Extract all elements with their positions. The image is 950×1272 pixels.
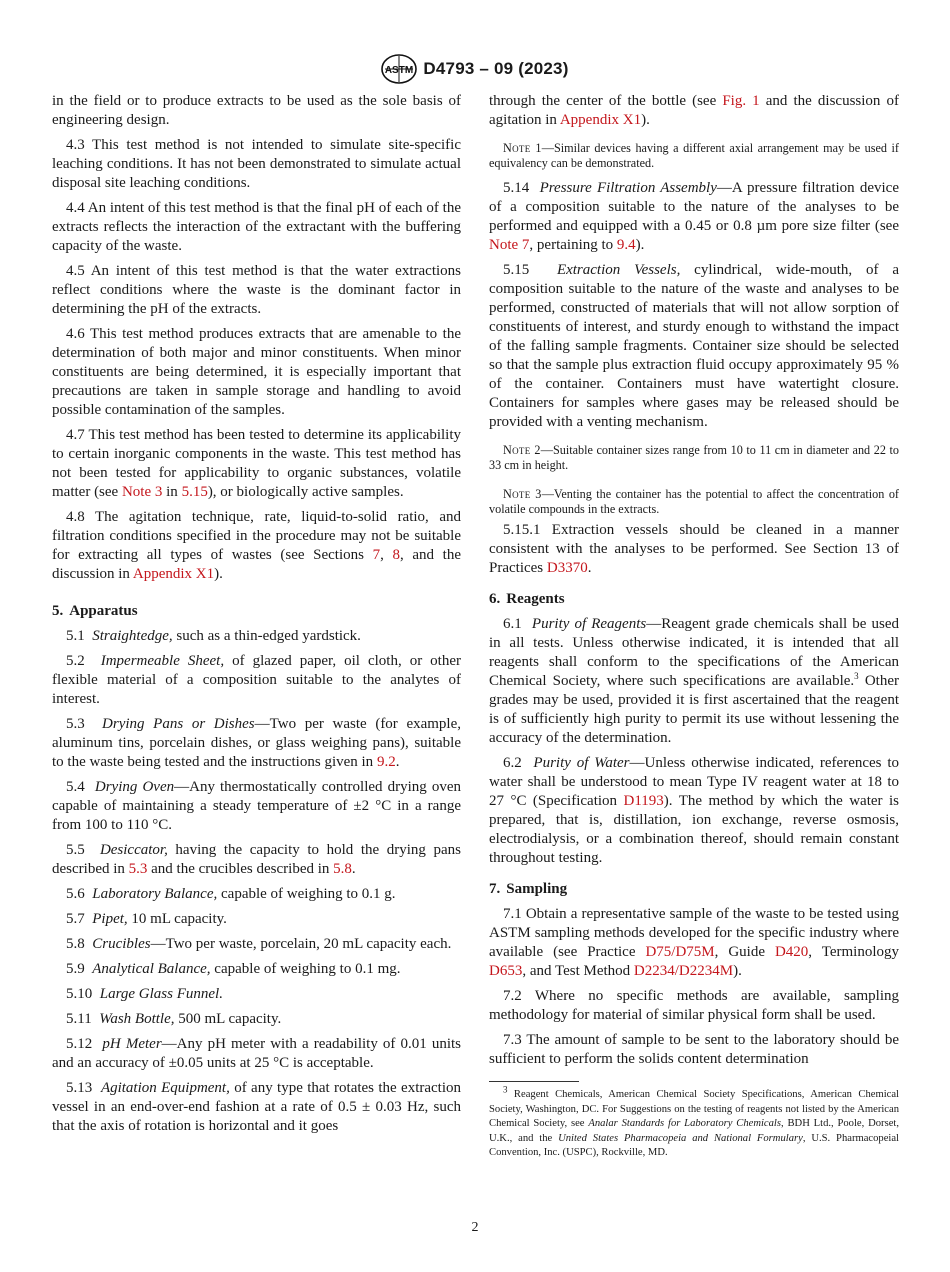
paragraph-4-5: 4.5 An intent of this test method is that the water extractions reflect conditions where the waste is the dominant factor in determining the pH of the extracts. — [52, 263, 461, 317]
note-3: Note 3—Venting the container has the potential to affect the concentration of volatile compounds in the extracts. — [489, 487, 899, 516]
footnote-divider — [489, 1081, 579, 1082]
paragraph-5-10: 5.10 Large Glass Funnel. — [66, 986, 223, 1002]
paragraph-6-1: 6.1 Purity of Reagents—Reagent grade chemicals shall be used in all tests. Unless otherwise indicated, it is intended that all reagents shall conform to the specifications of the American Chemical Society, where such specifications are available.$^3$ Other grades may be used, provided it is first ascertained that the reagent is of sufficiently high purity to permit its use without lessening the accuracy of the determination. — [489, 616, 899, 746]
link-d1193[interactable]: D1193 — [623, 793, 664, 809]
paragraph-7-1: 7.1 Obtain a representative sample of the waste to be tested using ASTM sampling methods developed for the specific industry where available (see Practice D75/D75M, Guide D420, Terminology D653, and Test Method D2234/D2234M). — [489, 906, 899, 979]
link-5-3[interactable]: 5.3 — [128, 861, 148, 877]
paragraph-5-12: 5.12 pH Meter—Any pH meter with a readability of 0.01 units and an accuracy of ±0.05 units at 25 °C is acceptable. — [52, 1036, 461, 1071]
link-d2234[interactable]: D2234/D2234M — [633, 963, 734, 979]
paragraph-5-1: 5.1 Straightedge, such as a thin-edged yardstick. — [66, 628, 361, 644]
paragraph-4-3: 4.3 This test method is not intended to simulate site-specific leaching conditions. It has not been demonstrated to simulate actual disposal site leaching conditions. — [52, 137, 461, 191]
link-fig-1[interactable]: Fig. 1 — [722, 93, 760, 109]
right-column — [489, 92, 899, 1161]
link-5-15[interactable]: 5.15 — [181, 484, 208, 500]
paragraph-5-9: 5.9 Analytical Balance, capable of weighing to 0.1 mg. — [66, 961, 401, 977]
paragraph-6-2: 6.2 Purity of Water—Unless otherwise indicated, references to water shall be understood to mean Type IV reagent water at 18 to 27 °C (Specification D1193). The method by which the water is prepared, that is, distillation, ion exchange, reverse osmosis, electrodialysis, or a combination thereof, should remain constant throughout testing. — [489, 755, 900, 866]
paragraph-5-4: 5.4 Drying Oven—Any thermostatically controlled drying oven capable of maintaining a steady temperature of ±2 °C in a range from 100 to 110 °C. — [52, 779, 461, 833]
paragraph-4-4: 4.4 An intent of this test method is that the final pH of each of the extracts reflects the interaction of the extractant with the buffering capacity of the waste. — [52, 200, 461, 254]
section-heading-reagents: 6. Reagents — [489, 591, 565, 607]
paragraph-5-11: 5.11 Wash Bottle, 500 mL capacity. — [66, 1011, 282, 1027]
link-appendix-x1-right[interactable]: Appendix X1 — [559, 112, 642, 128]
link-d75[interactable]: D75/D75M — [645, 944, 715, 960]
link-9-4[interactable]: 9.4 — [616, 237, 636, 253]
footnote-ref-3[interactable]: 3 — [854, 671, 859, 681]
paragraph-5-5: 5.5 Desiccator, having the capacity to hold the drying pans described in 5.3 and the crucibles described in 5.8. — [52, 842, 462, 877]
note-2: Note 2—Suitable container sizes range from 10 to 11 cm in diameter and 22 to 33 cm in height. — [489, 443, 899, 472]
page-number: 2 — [471, 1220, 479, 1235]
paragraph-5-3: 5.3 Drying Pans or Dishes—Two per waste (for example, aluminum tins, porcelain dishes, or glass weighing pans), suitable to the waste being tested and the instructions given in 9.2. — [52, 716, 462, 770]
paragraph-4-7: 4.7 This test method has been tested to determine its applicability to certain inorganic components in the waste. This test method has not been tested for applicability to organic substances, volatile matter (see Note 3 in 5.15), or biologically active samples. — [52, 427, 461, 500]
paragraph-continued-right: through the center of the bottle (see Fig. 1 and the discussion of agitation in Appendix X1). — [489, 93, 899, 128]
link-d3370[interactable]: D3370 — [546, 560, 588, 576]
paragraph-7-3: 7.3 The amount of sample to be sent to the laboratory should be sufficient to perform the solids content determination — [489, 1032, 899, 1067]
section-heading-sampling: 7. Sampling — [489, 881, 568, 897]
astm-logo-icon — [381, 54, 417, 84]
paragraph-5-14: 5.14 Pressure Filtration Assembly—A pressure filtration device of a composition suitable to the nature of the analyses to be performed and equipped with a 0.45 or 0.8 µm pore size filter (see Note 7, pertaining to 9.4). — [489, 180, 899, 253]
page-header — [0, 54, 950, 84]
svg-text:ASTM: ASTM — [385, 65, 414, 76]
link-section-7[interactable]: 7 — [372, 547, 381, 563]
link-d420[interactable]: D420 — [774, 944, 809, 960]
link-5-8[interactable]: 5.8 — [333, 861, 352, 877]
paragraph-4-8: 4.8 The agitation technique, rate, liquid-to-solid ratio, and filtration conditions specified in the procedure may not be suitable for extracting all types of wastes (see Sections 7, 8, and the discussion in Appendix X1). — [52, 509, 462, 582]
link-note-7[interactable]: Note 7 — [489, 237, 530, 253]
document-designation: D4793 – 09 (2023) — [423, 59, 569, 78]
footnote-3: $^3$ Reagent Chemicals, American Chemical Society Specifications, American Chemical Society, Washington, DC. For Suggestions on the testing of reagents not listed by the American Chemical Society, see Analar Standards for Laboratory Chemicals, BDH Ltd., Poole, Dorset, U.K., and the United States Pharmacopeia and National Formulary, U.S. Pharmacopeial Convention, Inc. (USPC), Rockville, MD. — [489, 1084, 899, 1158]
paragraph-5-8: 5.8 Crucibles—Two per waste, porcelain, 20 mL capacity each. — [66, 936, 452, 952]
paragraph-5-6: 5.6 Laboratory Balance, capable of weighing to 0.1 g. — [66, 886, 396, 902]
left-column — [52, 92, 461, 1142]
paragraph-7-2: 7.2 Where no specific methods are available, sampling methodology for material of similar physical form shall be used. — [489, 988, 899, 1023]
paragraph-5-15: 5.15 Extraction Vessels, cylindrical, wide-mouth, of a composition suitable to the nature of the waste and analyses to be performed, constructed of materials that will not allow sorption of constituents of interest, and sturdy enough to withstand the impact of the falling sample fragments. Container size should be selected so that the sample plus extraction fluid occupy approximately 95 % of the container. Containers must have watertight closure. Containers for samples where gases may be released should be provided with a venting mechanism. — [489, 262, 899, 430]
paragraph-continued: in the field or to produce extracts to be used as the sole basis of engineering design. — [52, 93, 461, 128]
link-9-2[interactable]: 9.2 — [376, 754, 396, 770]
link-d653[interactable]: D653 — [489, 963, 523, 979]
section-heading-apparatus: 5. Apparatus — [52, 603, 138, 619]
link-appendix-x1[interactable]: Appendix X1 — [132, 566, 215, 582]
paragraph-5-13: 5.13 Agitation Equipment, of any type that rotates the extraction vessel in an end-over-end fashion at a rate of 0.5 ± 0.03 Hz, such that the axis of rotation is horizontal and it goes — [52, 1080, 462, 1134]
paragraph-5-7: 5.7 Pipet, 10 mL capacity. — [66, 911, 227, 927]
link-note-3[interactable]: Note 3 — [121, 484, 163, 500]
link-section-8[interactable]: 8 — [392, 547, 401, 563]
paragraph-4-6: 4.6 This test method produces extracts that are amenable to the determination of both major and minor constituents. When minor constituents are being determined, it is especially important that precautions are taken in sample storage and handling to avoid possible contamination of the samples. — [52, 326, 461, 418]
note-1: Note 1—Similar devices having a different axial arrangement may be used if equivalency can be demonstrated. — [489, 141, 899, 170]
paragraph-5-2: 5.2 Impermeable Sheet, of glazed paper, oil cloth, or other flexible material of a composition suitable to the analytes of interest. — [52, 653, 461, 707]
paragraph-5-15-1: 5.15.1 Extraction vessels should be cleaned in a manner consistent with the analyses to be performed. See Section 13 of Practices D3370. — [489, 522, 899, 576]
